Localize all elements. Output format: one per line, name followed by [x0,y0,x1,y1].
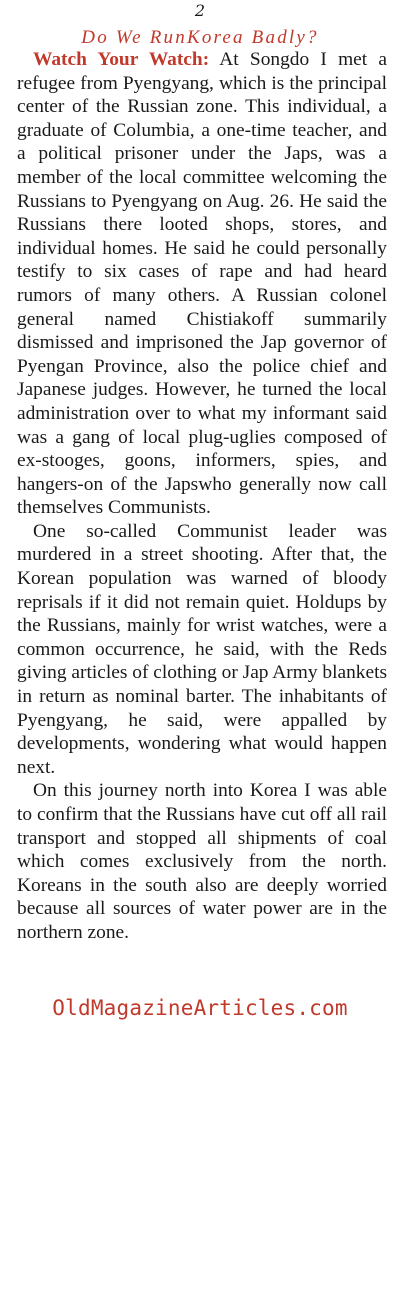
lead-in-heading: Watch Your Watch: [33,49,210,70]
article-headline: Do We RunKorea Badly? [81,27,319,48]
page-number: 2 [194,1,206,20]
article-paragraph [17,48,387,520]
paragraph-text: At Songdo I met a refugee from Pyengyang, which is the principal center of the Russian zone. This individual, a graduate of Columbia, a one-time teacher, and a political prisoner under the Japs, was a member of the local committee welcoming the Russians to Pyengyang on Aug. 26. He said the Russians there looted shops, stores, and individual homes. He said he could personally testify to six cases of rape and had heard rumors of many others. A Russian colonel general named Chistiakoff summarily dismissed and imprisoned the Jap governor of Pyengan Province, also the police chief and Japanese judges. However, he turned the local administration over to what my informant said was a gang of local plug-uglies composed of ex-stooges, goons, informers, spies, and hangers-on of the Japswho generally now call themselves Communists. [17,49,387,519]
article-paragraph: On this journey north into Korea I was able to confirm that the Russians have cut off all rail transport and stopped all shipments of coal which comes exclusively from the north. Koreans in the south also are deeply worried because all sources of water power are in the northern zone. [17,780,387,943]
article-paragraph: One so-called Communist leader was murdered in a street shooting. After that, the Korean population was warned of bloody reprisals if it did not remain quiet. Holdups by the Russians, mainly for wrist watches, were a common occurrence, he said, with the Reds giving articles of clothing or Jap Army blankets in return as nominal barter. The inhabitants of Pyengyang, he said, were appalled by developments, wondering what would happen next. [17,520,387,778]
article-body [17,48,387,945]
site-watermark: OldMagazineArticles.com [52,996,348,1020]
